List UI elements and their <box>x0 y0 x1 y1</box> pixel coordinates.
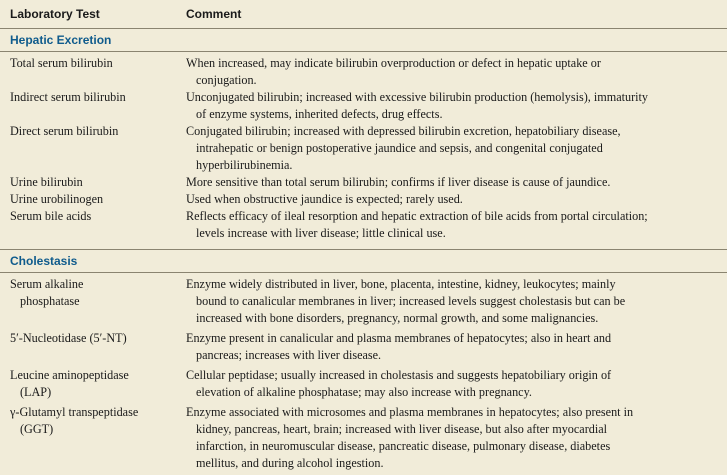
test-name-cell <box>0 55 186 89</box>
test-name-line: Urine urobilinogen <box>10 192 104 206</box>
test-name-line: Urine bilirubin <box>10 175 83 189</box>
header-comment: Comment <box>186 7 242 21</box>
test-name-line: (LAP) <box>20 385 52 399</box>
comment-line: infarction, in neuromuscular disease, pancreatic disease, pulmonary disease, diabetes <box>196 439 611 453</box>
table-row <box>0 404 727 472</box>
comment-line: levels increase with liver disease; little clinical use. <box>196 226 446 240</box>
table-row <box>0 276 727 327</box>
comment-line: mellitus, and during alcohol ingestion. <box>196 456 384 470</box>
test-name-line: Direct serum bilirubin <box>10 124 119 138</box>
comment-line: elevation of alkaline phosphatase; may also increase with pregnancy. <box>196 385 532 399</box>
comment-line: Enzyme widely distributed in liver, bone, placenta, intestine, kidney, leukocytes; mainly <box>186 277 616 291</box>
test-name-line: 5′-Nucleotidase (5′-NT) <box>10 331 127 345</box>
table-row <box>0 123 727 174</box>
comment-cell <box>186 404 727 472</box>
test-name-line: phosphatase <box>20 294 80 308</box>
comment-line: More sensitive than total serum bilirubin; confirms if liver disease is cause of jaundice. <box>186 175 611 189</box>
comment-line: When increased, may indicate bilirubin overproduction or defect in hepatic uptake or <box>186 56 601 70</box>
test-name-line: Total serum bilirubin <box>10 56 113 70</box>
comment-cell <box>186 276 727 327</box>
table-header <box>0 0 727 29</box>
test-name-line: Leucine aminopeptidase <box>10 368 129 382</box>
comment-cell <box>186 123 727 174</box>
test-name-cell <box>0 330 186 364</box>
test-name-cell <box>0 191 186 208</box>
comment-cell <box>186 89 727 123</box>
section-heading: Hepatic Excretion <box>0 29 727 52</box>
test-name-cell <box>0 123 186 174</box>
comment-line: intrahepatic or benign postoperative jaundice and sepsis, and congenital conjugated <box>196 141 603 155</box>
table-row <box>0 330 727 364</box>
test-name-cell <box>0 404 186 472</box>
comment-line: Used when obstructive jaundice is expected; rarely used. <box>186 192 463 206</box>
table-row <box>0 191 727 208</box>
comment-line: of enzyme systems, inherited defects, drug effects. <box>196 107 443 121</box>
comment-cell <box>186 174 727 191</box>
test-name-line: Serum bile acids <box>10 209 92 223</box>
comment-cell <box>186 367 727 401</box>
comment-cell <box>186 191 727 208</box>
header-laboratory-test: Laboratory Test <box>10 7 100 21</box>
comment-cell <box>186 55 727 89</box>
comment-line: Enzyme associated with microsomes and plasma membranes in hepatocytes; also present in <box>186 405 634 419</box>
test-name-cell <box>0 89 186 123</box>
comment-line: increased with bone disorders, pregnancy, normal growth, and some malignancies. <box>196 311 599 325</box>
comment-line: Unconjugated bilirubin; increased with excessive bilirubin production (hemolysis), immaturity <box>186 90 649 104</box>
comment-line: Cellular peptidase; usually increased in cholestasis and suggests hepatobiliary origin of <box>186 368 612 382</box>
comment-line: pancreas; increases with liver disease. <box>196 348 382 362</box>
table-row <box>0 208 727 242</box>
comment-line: hyperbilirubinemia. <box>196 158 293 172</box>
comment-line: Conjugated bilirubin; increased with depressed bilirubin excretion, hepatobiliary disease, <box>186 124 621 138</box>
comment-line: bound to canalicular membranes in liver; increased levels suggest cholestasis but can be <box>196 294 626 308</box>
comment-cell <box>186 208 727 242</box>
table-row <box>0 55 727 89</box>
comment-line: Enzyme present in canalicular and plasma membranes of hepatocytes; also in heart and <box>186 331 612 345</box>
test-name-cell <box>0 367 186 401</box>
test-name-line: (GGT) <box>20 422 54 436</box>
section-heading: Cholestasis <box>0 249 727 273</box>
table-body <box>0 29 727 475</box>
section-rows <box>0 52 727 245</box>
test-name-line: Serum alkaline <box>10 277 84 291</box>
table-row <box>0 174 727 191</box>
comment-line: kidney, pancreas, heart, brain; increased with liver disease, but also after myocardial <box>196 422 608 436</box>
test-name-line: Indirect serum bilirubin <box>10 90 126 104</box>
test-name-cell <box>0 208 186 242</box>
comment-line: Reflects efficacy of ileal resorption and hepatic extraction of bile acids from portal circulation; <box>186 209 648 223</box>
test-name-line: γ-Glutamyl transpeptidase <box>10 405 139 419</box>
test-name-cell <box>0 276 186 327</box>
test-name-cell <box>0 174 186 191</box>
table-row <box>0 367 727 401</box>
comment-line: conjugation. <box>196 73 257 87</box>
table-row <box>0 89 727 123</box>
comment-cell <box>186 330 727 364</box>
